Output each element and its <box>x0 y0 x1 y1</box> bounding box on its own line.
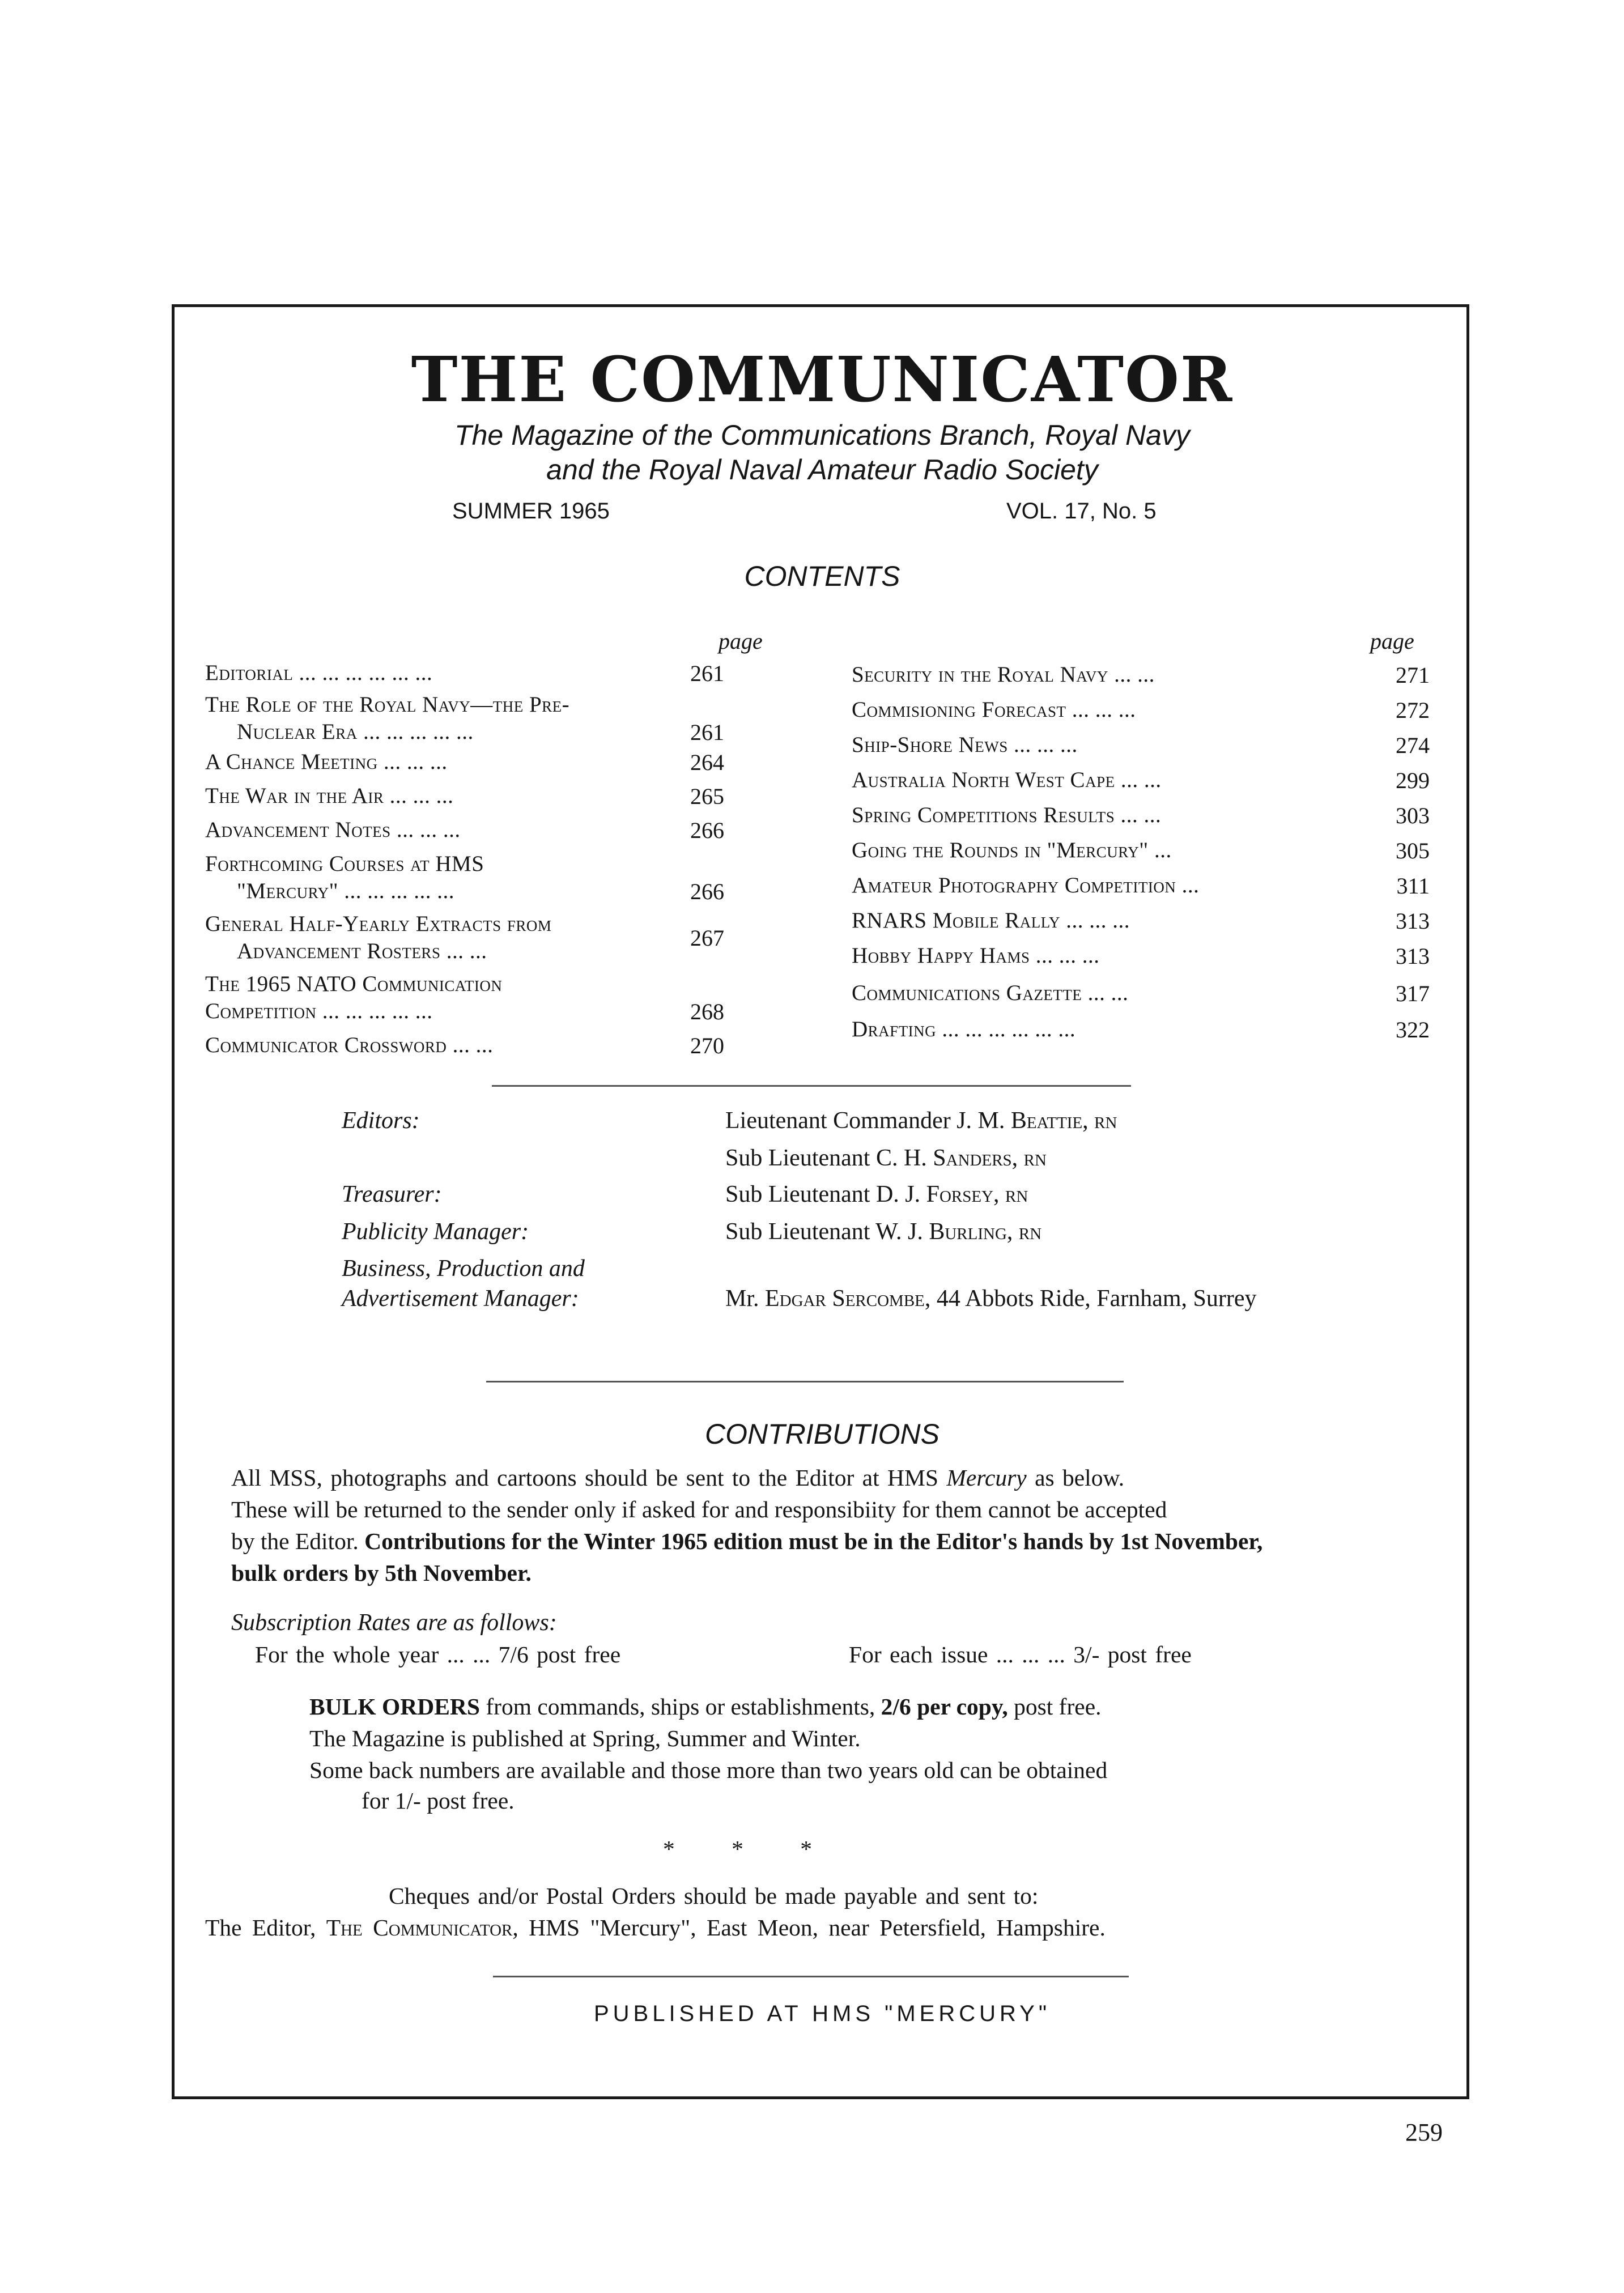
toc-page-north-west-cape: 299 <box>1396 768 1430 793</box>
toc-entry-security[interactable]: Security in the Royal Navy ... ... <box>852 662 1155 687</box>
bulk-orders-line: BULK ORDERS from commands, ships or establishments, 2/6 per copy, post free. <box>309 1694 1102 1720</box>
toc-page-security: 271 <box>1396 662 1430 688</box>
toc-entry-nato-competition[interactable]: The 1965 NATO Communication <box>205 972 503 996</box>
cheques-line-1: Cheques and/or Postal Orders should be made payable and sent to: <box>389 1883 1039 1909</box>
treasurer-name: Sub Lieutenant D. J. Forsey, rn <box>725 1181 1028 1207</box>
toc-entry-forthcoming-courses[interactable]: Forthcoming Courses at HMS <box>205 852 484 876</box>
toc-page-commisioning-forecast: 272 <box>1396 697 1430 723</box>
subtitle-line-2: and the Royal Naval Amateur Radio Society <box>546 454 1098 486</box>
subscription-heading: Subscription Rates are as follows: <box>231 1610 557 1636</box>
toc-page-advancement-notes: 266 <box>690 818 724 843</box>
toc-entry-crossword[interactable]: Communicator Crossword ... ... <box>205 1033 494 1057</box>
page-header-left: page <box>719 628 763 654</box>
toc-page-rnars-rally: 313 <box>1396 908 1430 934</box>
toc-entry-war-in-air[interactable]: The War in the Air ... ... ... <box>205 784 454 808</box>
toc-page-half-yearly-extracts: 267 <box>690 925 724 951</box>
toc-entry-north-west-cape[interactable]: Australia North West Cape ... ... <box>852 768 1162 792</box>
toc-page-crossword: 270 <box>690 1033 724 1058</box>
page-number: 259 <box>1405 2118 1443 2146</box>
subscription-whole-year: For the whole year ... ... 7/6 post free <box>255 1641 621 1667</box>
page-header-right: page <box>1370 628 1414 654</box>
editor-sanders: Sub Lieutenant C. H. Sanders, rn <box>725 1145 1047 1171</box>
toc-entry-going-the-rounds[interactable]: Going the Rounds in "Mercury" ... <box>852 838 1172 862</box>
section-stars: * * * <box>663 1836 812 1862</box>
toc-entry-half-yearly-extracts-cont[interactable]: Advancement Rosters ... ... <box>237 939 487 963</box>
subtitle-line-1: The Magazine of the Communications Branch, Royal Navy <box>454 419 1190 451</box>
back-numbers-line-2: for 1/- post free. <box>362 1788 515 1814</box>
toc-page-spring-competitions: 303 <box>1396 803 1430 828</box>
toc-entry-spring-competitions[interactable]: Spring Competitions Results ... ... <box>852 803 1162 827</box>
publicity-label: Publicity Manager: <box>342 1219 529 1245</box>
toc-page-photography-competition: 311 <box>1396 873 1430 899</box>
business-label-line-1: Business, Production and <box>342 1256 585 1282</box>
business-manager: Mr. Edgar Sercombe, 44 Abbots Ride, Farnham, Surrey <box>725 1286 1257 1312</box>
contents-page-frame <box>172 304 1469 2099</box>
publicity-name: Sub Lieutenant W. J. Burling, rn <box>725 1219 1042 1245</box>
toc-entry-communications-gazette[interactable]: Communications Gazette ... ... <box>852 981 1129 1005</box>
toc-entry-forthcoming-courses-cont[interactable]: "Mercury" ... ... ... ... ... <box>237 879 455 903</box>
toc-entry-role-of-navy[interactable]: The Role of the Royal Navy—the Pre- <box>205 692 570 717</box>
divider-rule <box>492 1085 1131 1087</box>
toc-page-war-in-air: 265 <box>690 784 724 809</box>
back-numbers-line-1: Some back numbers are available and those more than two years old can be obtained <box>309 1757 1108 1783</box>
editors-label: Editors: <box>342 1108 420 1134</box>
toc-page-editorial: 261 <box>690 661 724 686</box>
treasurer-label: Treasurer: <box>342 1181 442 1207</box>
toc-page-hobby-happy-hams: 313 <box>1396 943 1430 969</box>
volume-label: VOL. 17, No. 5 <box>1006 499 1157 524</box>
toc-entry-rnars-rally[interactable]: RNARS Mobile Rally ... ... ... <box>852 908 1130 933</box>
toc-page-role-of-navy: 261 <box>690 720 724 745</box>
editor-beattie: Lieutenant Commander J. M. Beattie, rn <box>725 1108 1117 1134</box>
toc-page-drafting: 322 <box>1396 1017 1430 1043</box>
toc-page-ship-shore-news: 274 <box>1396 733 1430 758</box>
toc-page-going-the-rounds: 305 <box>1396 838 1430 863</box>
toc-entry-role-of-navy-cont[interactable]: Nuclear Era ... ... ... ... ... <box>237 720 474 744</box>
divider-rule <box>486 1381 1124 1382</box>
magazine-title: THE COMMUNICATOR <box>411 343 1234 416</box>
toc-entry-hobby-happy-hams[interactable]: Hobby Happy Hams ... ... ... <box>852 943 1100 968</box>
contributions-line-4: bulk orders by 5th November. <box>231 1560 532 1586</box>
toc-entry-commisioning-forecast[interactable]: Commisioning Forecast ... ... ... <box>852 697 1136 722</box>
toc-page-forthcoming-courses: 266 <box>690 879 724 904</box>
published-at: PUBLISHED AT HMS "MERCURY" <box>593 2001 1051 2026</box>
toc-entry-advancement-notes[interactable]: Advancement Notes ... ... ... <box>205 818 461 842</box>
toc-entry-photography-competition[interactable]: Amateur Photography Competition ... <box>852 873 1200 897</box>
contributions-line-1: All MSS, photographs and cartoons should be sent to the Editor at HMS Mercury as below. <box>231 1465 1125 1491</box>
toc-entry-drafting[interactable]: Drafting ... ... ... ... ... ... <box>852 1017 1076 1041</box>
contents-heading: CONTENTS <box>744 560 900 592</box>
toc-entry-editorial[interactable]: Editorial ... ... ... ... ... ... <box>205 661 433 685</box>
contributions-line-2: These will be returned to the sender only if asked for and responsibiity for them cannot be accepted <box>231 1496 1167 1522</box>
toc-entry-ship-shore-news[interactable]: Ship-Shore News ... ... ... <box>852 733 1078 757</box>
toc-page-chance-meeting: 264 <box>690 750 724 775</box>
contributions-heading: CONTRIBUTIONS <box>705 1418 939 1450</box>
contributions-line-3: by the Editor. Contributions for the Winter 1965 edition must be in the Editor's hands by 1st November, <box>231 1528 1263 1554</box>
toc-entry-nato-competition-cont[interactable]: Competition ... ... ... ... ... <box>205 999 433 1023</box>
subscription-each-issue: For each issue ... ... ... 3/- post free <box>849 1641 1192 1667</box>
business-label-line-2: Advertisement Manager: <box>342 1286 579 1312</box>
toc-entry-half-yearly-extracts[interactable]: General Half-Yearly Extracts from <box>205 912 552 936</box>
toc-page-nato-competition: 268 <box>690 999 724 1024</box>
toc-entry-chance-meeting[interactable]: A Chance Meeting ... ... ... <box>205 750 448 774</box>
issue-label: SUMMER 1965 <box>452 499 610 524</box>
published-seasons: The Magazine is published at Spring, Summer and Winter. <box>309 1725 861 1751</box>
cheques-line-2: The Editor, The Communicator, HMS "Mercury", East Meon, near Petersfield, Hampshire. <box>205 1915 1106 1941</box>
toc-page-communications-gazette: 317 <box>1396 981 1430 1006</box>
divider-rule <box>493 1976 1129 1977</box>
